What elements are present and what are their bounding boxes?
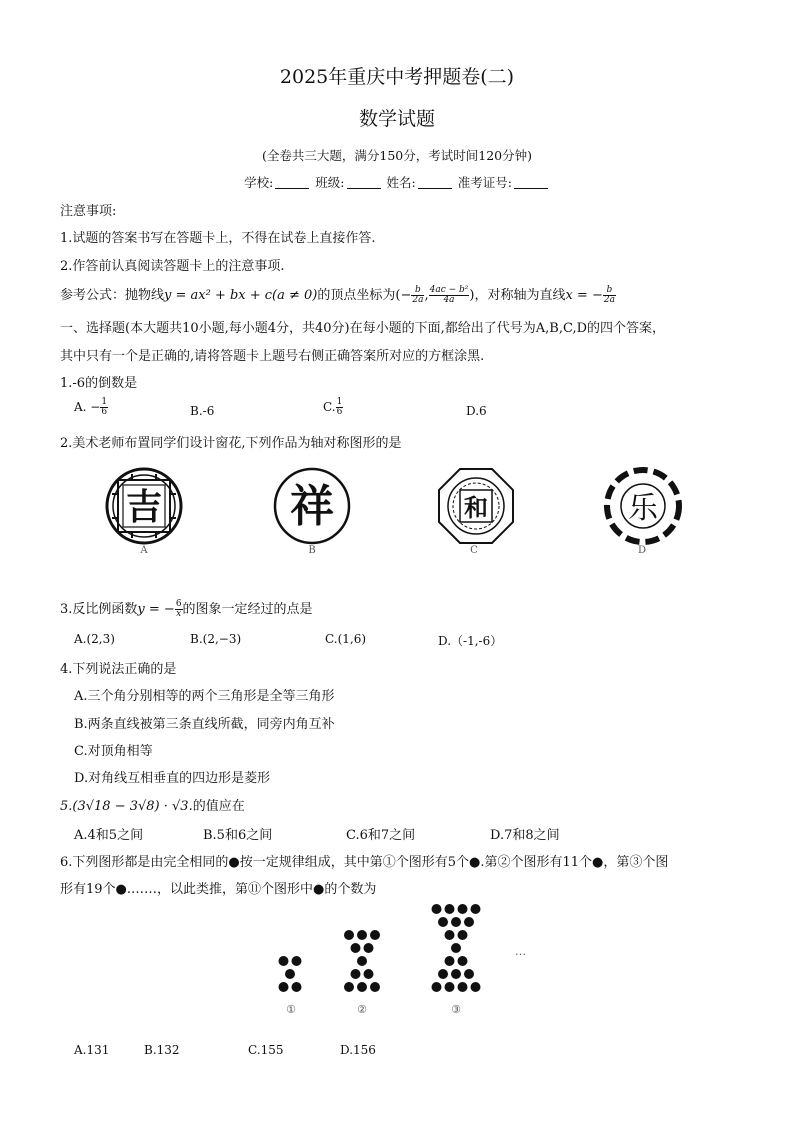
- q3-option-b[interactable]: B.(2,−3): [190, 632, 242, 646]
- q4-option-a[interactable]: A.三个角分别相等的两个三角形是全等三角形: [74, 689, 335, 704]
- paper-cut-a-image[interactable]: [104, 466, 184, 546]
- pattern-3-dot: [438, 969, 448, 979]
- paper-cut-a-label: A: [140, 545, 148, 556]
- class-blank[interactable]: [347, 176, 381, 189]
- pattern-1-dot: [292, 956, 302, 966]
- pattern-3-dot: [458, 904, 468, 914]
- pattern-3-dot: [445, 956, 455, 966]
- school-blank[interactable]: [275, 176, 309, 189]
- paper-cut-b-char: 祥: [290, 481, 334, 532]
- pattern-3-dot: [445, 904, 455, 914]
- q6-option-d[interactable]: D.156: [340, 1043, 376, 1057]
- name-blank[interactable]: [418, 176, 452, 189]
- pattern-3-dot: [458, 956, 468, 966]
- exam-info: (全卷共三大题，满分150分，考试时间120分钟): [262, 148, 532, 163]
- pattern-1-dot: [279, 956, 289, 966]
- q3-stem: 3.反比例函数y = − $\frac{6}{x}$ 的图象一定经过的点是: [60, 599, 313, 619]
- reference-formula: 参考公式：抛物线y = ax² + bx + c(a ≠ 0)的顶点坐标为(− $\frac{b}{2a}$ , $\frac{\text{4ac − b²}}{4a}$ )，对称轴为直线x = − $\frac{b}{2a}$: [60, 285, 615, 305]
- pattern-3-dot: [451, 917, 461, 927]
- q3-option-d[interactable]: D.（-1,-6）: [438, 634, 503, 648]
- note-item-2: 2.作答前认真阅读答题卡上的注意事项.: [60, 259, 285, 274]
- pattern-2-dot: [357, 982, 367, 992]
- pattern-2-dot: [364, 943, 374, 953]
- q5-option-c[interactable]: C.6和7之间: [346, 828, 416, 843]
- q4-option-c[interactable]: C.对顶角相等: [74, 744, 153, 759]
- pattern-ellipsis: …: [515, 945, 526, 958]
- note-item-1: 1.试题的答案书写在答题卡上，不得在试卷上直接作答.: [60, 231, 376, 246]
- pattern-2-dot: [364, 969, 374, 979]
- class-label: 班级:: [315, 175, 345, 190]
- q4-option-d[interactable]: D.对角线互相垂直的四边形是菱形: [74, 771, 271, 786]
- school-label: 学校:: [244, 175, 274, 190]
- q5-option-a[interactable]: A.4和5之间: [74, 828, 144, 843]
- q4-stem: 4.下列说法正确的是: [60, 662, 177, 677]
- pattern-3-dot: [471, 904, 481, 914]
- pattern-1-dot: [285, 969, 295, 979]
- q6-option-b[interactable]: B.132: [144, 1043, 180, 1057]
- notes-heading: 注意事项:: [60, 204, 117, 219]
- q6-option-c[interactable]: C.155: [248, 1043, 284, 1057]
- section1-instructions-line2: 其中只有一个是正确的,请将答题卡上题号右侧正确答案所对应的方框涂黑.: [60, 349, 485, 364]
- pattern-2-dot: [370, 930, 380, 940]
- pattern-3-dot: [432, 982, 442, 992]
- q4-option-b[interactable]: B.两条直线被第三条直线所截，同旁内角互补: [74, 717, 335, 732]
- q2-stem: 2.美术老师布置同学们设计窗花,下列作品为轴对称图形的是: [60, 436, 402, 451]
- exam-title: 2025年重庆中考押题卷(二): [279, 66, 515, 88]
- q5-option-d[interactable]: D.7和8之间: [490, 828, 560, 843]
- exam-subtitle: 数学试题: [358, 108, 435, 130]
- pattern-3-dot: [438, 917, 448, 927]
- pattern-2-dot: [357, 956, 367, 966]
- q6-stem-line2: 形有19个●.……，以此类推，第⑪个图形中●的个数为: [60, 882, 377, 897]
- q1-option-b[interactable]: B.-6: [190, 404, 215, 418]
- q1-option-a[interactable]: A. − $\frac{1}{6}$: [74, 397, 108, 417]
- q5-expression: 5.(3√18 − 3√8) · √3.: [60, 799, 193, 814]
- paper-cut-b-label: B: [308, 545, 316, 556]
- pattern-3-dot: [464, 917, 474, 927]
- student-fields: [0, 173, 794, 191]
- pattern-3-dot: [451, 943, 461, 953]
- pattern-3-dot: [464, 969, 474, 979]
- pattern-1-label: ①: [286, 1003, 296, 1016]
- pattern-3-dot: [432, 904, 442, 914]
- dot-pattern-figures: [260, 900, 560, 1030]
- exam-no-blank[interactable]: [514, 176, 548, 189]
- pattern-2-dot: [357, 930, 367, 940]
- pattern-2-dot: [351, 969, 361, 979]
- pattern-2-dot: [351, 943, 361, 953]
- pattern-3-dot: [445, 930, 455, 940]
- q6-option-a[interactable]: A.131: [74, 1043, 110, 1057]
- paper-cut-b-image[interactable]: [272, 466, 352, 546]
- paper-cut-d-char: 乐: [628, 491, 658, 526]
- paper-cut-c-char: 和: [464, 494, 488, 522]
- exam-no-label: 准考证号:: [457, 175, 512, 190]
- q1-stem: 1.-6的倒数是: [60, 376, 138, 391]
- q1-option-c[interactable]: C. $\frac{1}{6}$: [323, 397, 343, 417]
- paper-cut-d-label: D: [637, 545, 647, 556]
- pattern-2-dot: [370, 982, 380, 992]
- q6-stem-line1: 6.下列图形都是由完全相同的●按一定规律组成，其中第①个图形有5个●.第②个图形有11个●，第③个图: [60, 855, 669, 870]
- pattern-2-dot: [344, 982, 354, 992]
- paper-cut-c-label: C: [470, 545, 478, 556]
- pattern-2-label: ②: [357, 1003, 367, 1016]
- q5-stem: 5.(3√18 − 3√8) · √3.的值应在: [60, 799, 245, 814]
- pattern-3-dot: [458, 982, 468, 992]
- paper-cut-c-image[interactable]: [436, 466, 516, 546]
- parabola-equation: y = ax² + bx + c(a ≠ 0): [164, 288, 318, 303]
- q3-option-c[interactable]: C.(1,6): [325, 632, 367, 646]
- pattern-2-dot: [344, 930, 354, 940]
- pattern-3-dot: [451, 969, 461, 979]
- q3-option-a[interactable]: A.(2,3): [74, 632, 115, 646]
- section1-instructions-line1: 一、选择题(本大题共10小题,每小题4分，共40分)在每小题的下面,都给出了代号为A,B,C,D的四个答案，: [60, 321, 666, 336]
- paper-cut-a-char: 吉: [125, 487, 163, 528]
- pattern-3-dot: [471, 982, 481, 992]
- q5-option-b[interactable]: B.5和6之间: [203, 828, 273, 843]
- name-label: 姓名:: [386, 175, 416, 190]
- pattern-3-dot: [445, 982, 455, 992]
- pattern-3-dot: [458, 930, 468, 940]
- pattern-1-dot: [292, 982, 302, 992]
- paper-cut-d-image[interactable]: [603, 466, 683, 546]
- pattern-3-label: ③: [451, 1003, 461, 1016]
- pattern-1-dot: [279, 982, 289, 992]
- q1-option-d[interactable]: D.6: [466, 404, 487, 418]
